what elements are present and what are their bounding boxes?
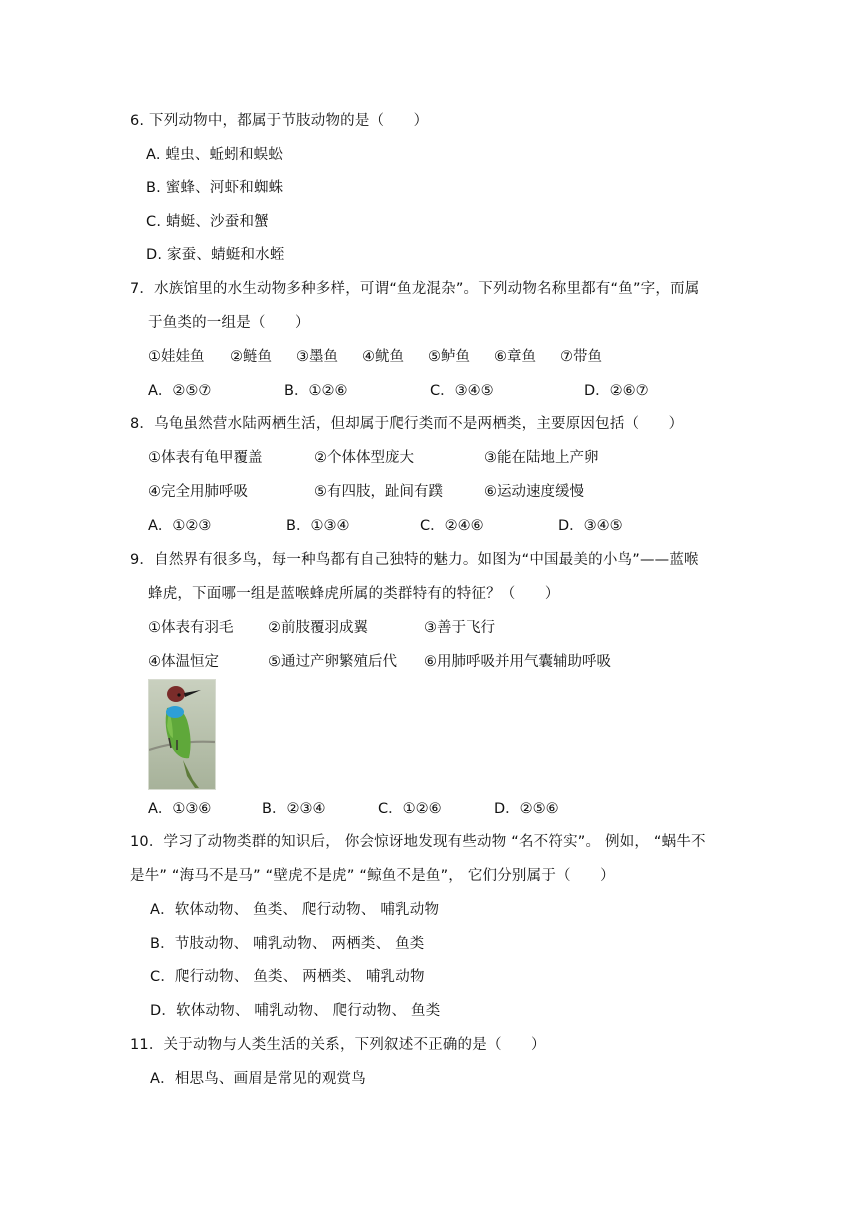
question-6-option-c: C. 蜻蜓、沙蚕和蟹 [146, 214, 269, 230]
question-8-option-c: C．②④⑥ [420, 518, 484, 534]
question-10-option-b: B．节肢动物、 哺乳动物、 两栖类、 鱼类 [150, 936, 425, 952]
question-9-item: ⑥用肺呼吸并用气囊辅助呼吸 [424, 654, 611, 670]
question-11-option-a: A．相思鸟、画眉是常见的观赏鸟 [150, 1071, 366, 1087]
question-7-item: ⑦带鱼 [560, 349, 602, 365]
question-8-item: ④完全用肺呼吸 [148, 484, 248, 500]
question-9-item: ②前肢覆羽成翼 [268, 620, 368, 636]
question-9-item: ③善于飞行 [424, 620, 495, 636]
question-10-option-a: A．软体动物、 鱼类、 爬行动物、 哺乳动物 [150, 902, 440, 918]
question-10-stem-line-2: 是牛” “海马不是马” “壁虎不是虎” “鲸鱼不是鱼”， 它们分别属于（ ） [130, 868, 615, 884]
question-8-option-b: B．①③④ [286, 518, 350, 534]
question-10-option-c: C．爬行动物、 鱼类、 两栖类、 哺乳动物 [150, 969, 425, 985]
question-7-item: ③墨鱼 [296, 349, 338, 365]
question-9-option-c: C．①②⑥ [378, 801, 442, 817]
question-9-option-b: B．②③④ [262, 801, 326, 817]
question-7-item: ⑤鲈鱼 [428, 349, 470, 365]
question-7-item: ①娃娃鱼 [148, 349, 205, 365]
question-9-stem-line-2: 蜂虎，下面哪一组是蓝喉蜂虎所属的类群特有的特征？（ ） [148, 586, 560, 602]
question-9-stem-line-1: 9．自然界有很多鸟，每一种鸟都有自己独特的魅力。如图为“中国最美的小鸟”——蓝喉 [130, 552, 699, 568]
question-11-stem: 11．关于动物与人类生活的关系，下列叙述不正确的是（ ） [130, 1037, 546, 1053]
question-7-item: ⑥章鱼 [494, 349, 536, 365]
question-8-option-a: A．①②③ [148, 518, 212, 534]
question-8-item: ②个体体型庞大 [314, 450, 414, 466]
question-9-item: ⑤通过产卵繁殖后代 [268, 654, 397, 670]
question-10-option-d: D．软体动物、 哺乳动物、 爬行动物、 鱼类 [150, 1003, 441, 1019]
question-7-option-b: B．①②⑥ [284, 383, 348, 399]
question-10-stem-line-1: 10．学习了动物类群的知识后， 你会惊讶地发现有些动物 “名不符实”。 例如， “蜗牛不 [130, 834, 706, 850]
question-7-option-d: D．②⑥⑦ [584, 383, 649, 399]
question-6-option-a: A. 蝗虫、蚯蚓和蜈蚣 [146, 147, 284, 163]
question-9-item: ①体表有羽毛 [148, 620, 234, 636]
question-6-option-d: D. 家蚕、蜻蜓和水蛭 [146, 247, 285, 263]
question-8-item: ⑥运动速度缓慢 [484, 484, 584, 500]
question-9-option-d: D．②⑤⑥ [494, 801, 559, 817]
blue-throated-bee-eater-image [148, 679, 216, 790]
question-8-item: ③能在陆地上产卵 [484, 450, 599, 466]
question-7-item: ②鲢鱼 [230, 349, 272, 365]
question-7-option-a: A．②⑤⑦ [148, 383, 212, 399]
question-8-stem: 8．乌龟虽然营水陆两栖生活，但却属于爬行类而不是两栖类，主要原因包括（ ） [130, 416, 684, 432]
question-7-option-c: C．③④⑤ [430, 383, 494, 399]
question-7-stem-line-2: 于鱼类的一组是（ ） [148, 315, 310, 331]
question-8-option-d: D．③④⑤ [558, 518, 623, 534]
question-8-item: ⑤有四肢，趾间有蹼 [314, 484, 443, 500]
question-9-item: ④体温恒定 [148, 654, 219, 670]
question-7-item: ④鱿鱼 [362, 349, 404, 365]
question-6-stem: 6. 下列动物中，都属于节肢动物的是（ ） [130, 113, 429, 129]
question-8-item: ①体表有龟甲覆盖 [148, 450, 263, 466]
bird-illustration [149, 680, 215, 789]
question-7-stem-line-1: 7．水族馆里的水生动物多种多样，可谓“鱼龙混杂”。下列动物名称里都有“鱼”字，而属 [130, 281, 700, 297]
question-9-option-a: A．①③⑥ [148, 801, 212, 817]
question-6-option-b: B. 蜜蜂、河虾和蜘蛛 [146, 180, 284, 196]
